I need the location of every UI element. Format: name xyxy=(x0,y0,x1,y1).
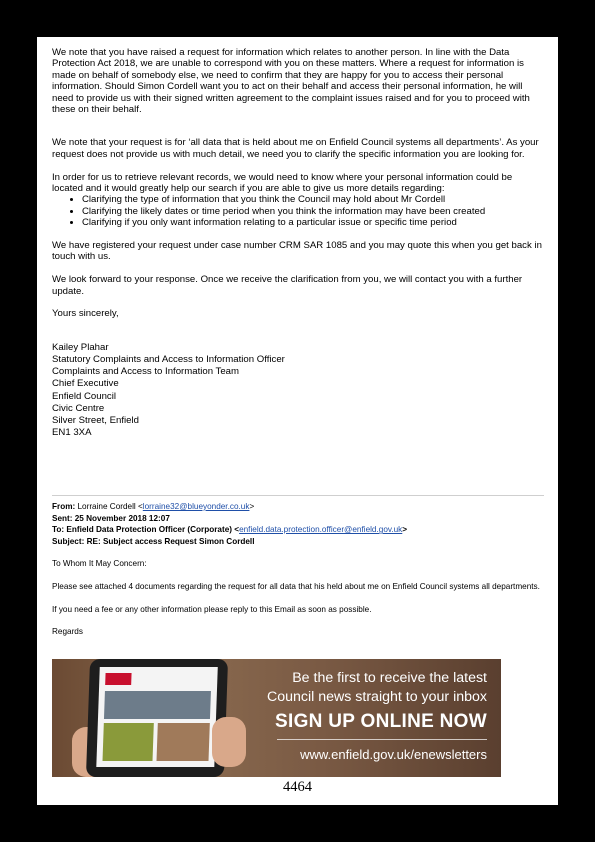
banner-line-1: Be the first to receive the latest xyxy=(292,670,487,686)
email-to-row xyxy=(52,524,544,536)
signature-line: Kailey Plahar xyxy=(52,341,109,353)
email-greeting: To Whom It May Concern: xyxy=(52,559,147,569)
banner-url-link[interactable]: www.enfield.gov.uk/enewsletters xyxy=(300,747,487,762)
newsletter-banner[interactable] xyxy=(52,659,501,777)
email-body-fee: If you need a fee or any other information please reply to this Email as soon as possible. xyxy=(52,604,372,614)
list-item: • Clarifying if you only want information relating to a particular issue or specific time period xyxy=(82,217,544,228)
signature-line: Enfield Council xyxy=(52,390,116,402)
signature-line: EN1 3XA xyxy=(52,427,92,439)
paragraph-retrieve-records: In order for us to retrieve relevant records, we would need to know where your personal information could be located and it would greatly help our search if you are able to give us more details regarding: xyxy=(52,171,513,195)
signature-block xyxy=(52,342,544,440)
hand-right-image xyxy=(212,717,246,767)
list-item: • Clarifying the type of information that you think the Council may hold about Mr Cordell xyxy=(82,194,544,205)
sent-value: 25 November 2018 12:07 xyxy=(74,513,170,523)
to-email-link[interactable]: enfield.data.protection.officer@enfield.gov.uk xyxy=(239,525,403,535)
document-page xyxy=(37,37,558,805)
email-sent-row xyxy=(52,513,544,525)
signature-line: Complaints and Access to Information Team xyxy=(52,366,239,378)
to-end: > xyxy=(402,525,408,535)
email-header xyxy=(52,501,544,547)
email-subject-row xyxy=(52,536,544,548)
from-label: From: xyxy=(52,502,76,511)
news-photo xyxy=(156,723,209,761)
enfield-logo-icon xyxy=(105,673,131,685)
signature-line: Chief Executive xyxy=(52,378,119,390)
page-number: 4464 xyxy=(283,779,312,795)
from-name: Lorraine Cordell < xyxy=(77,502,143,511)
clarification-list xyxy=(52,194,544,228)
closing: Yours sincerely, xyxy=(52,308,119,320)
paragraph-case-number: We have registered your request under case number CRM SAR 1085 and you may quote this when you get back in touch with us. xyxy=(52,240,542,263)
paragraph-request-scope: We note that your request is for ‘all data that is held about me on Enfield Council systems all departments’. As your request does not provide us with much detail, we need you to clarify the specific information you are looking for. xyxy=(52,137,539,160)
email-section xyxy=(52,501,544,638)
news-photo xyxy=(104,691,211,719)
sent-label: Sent: xyxy=(52,513,73,523)
subject-value: RE: Subject access Request Simon Cordell xyxy=(86,536,255,546)
email-body-attachments: Please see attached 4 documents regarding the request for all data that his held about me on Enfield Council systems all departments. xyxy=(52,581,540,591)
paragraph-third-party: We note that you have raised a request for information which relates to another person. In line with the Data Protection Act 2018, we are unable to correspond with you on these matters. Where a request for information is made on behalf of somebody else, we need to confirm that they are happy for you to access their personal information. Should Simon Cordell want you to act on their behalf and access their personal information, he will need to provide us with their signed written agreement to the complaint issues raised and for you to proceed with these on their behalf. xyxy=(52,47,530,116)
to-label: To: xyxy=(52,525,65,535)
banner-line-2: Council news straight to your inbox xyxy=(266,689,487,705)
to-name: Enfield Data Protection Officer (Corporate) < xyxy=(66,525,240,535)
signature-line: Silver Street, Enfield xyxy=(52,415,139,427)
paragraph-look-forward: We look forward to your response. Once we receive the clarification from you, we will contact you with a further update. xyxy=(52,274,523,297)
list-item: • Clarifying the likely dates or time period when you think the information may have been created xyxy=(82,206,544,217)
news-photo xyxy=(102,723,153,761)
banner-signup-text: SIGN UP ONLINE NOW xyxy=(275,711,487,732)
tablet-image xyxy=(86,659,228,777)
email-divider xyxy=(52,495,544,496)
subject-label: Subject: xyxy=(52,536,85,546)
email-regards: Regards xyxy=(52,627,83,637)
letter-body xyxy=(52,47,544,440)
email-from-row xyxy=(52,501,544,513)
from-email-link[interactable]: lorraine32@blueyonder.co.uk xyxy=(142,502,250,511)
signature-line: Statutory Complaints and Access to Information Officer xyxy=(52,354,285,366)
signature-line: Civic Centre xyxy=(52,402,105,414)
tablet-screen xyxy=(96,667,217,767)
from-end: > xyxy=(249,502,255,511)
banner-divider xyxy=(277,739,487,740)
